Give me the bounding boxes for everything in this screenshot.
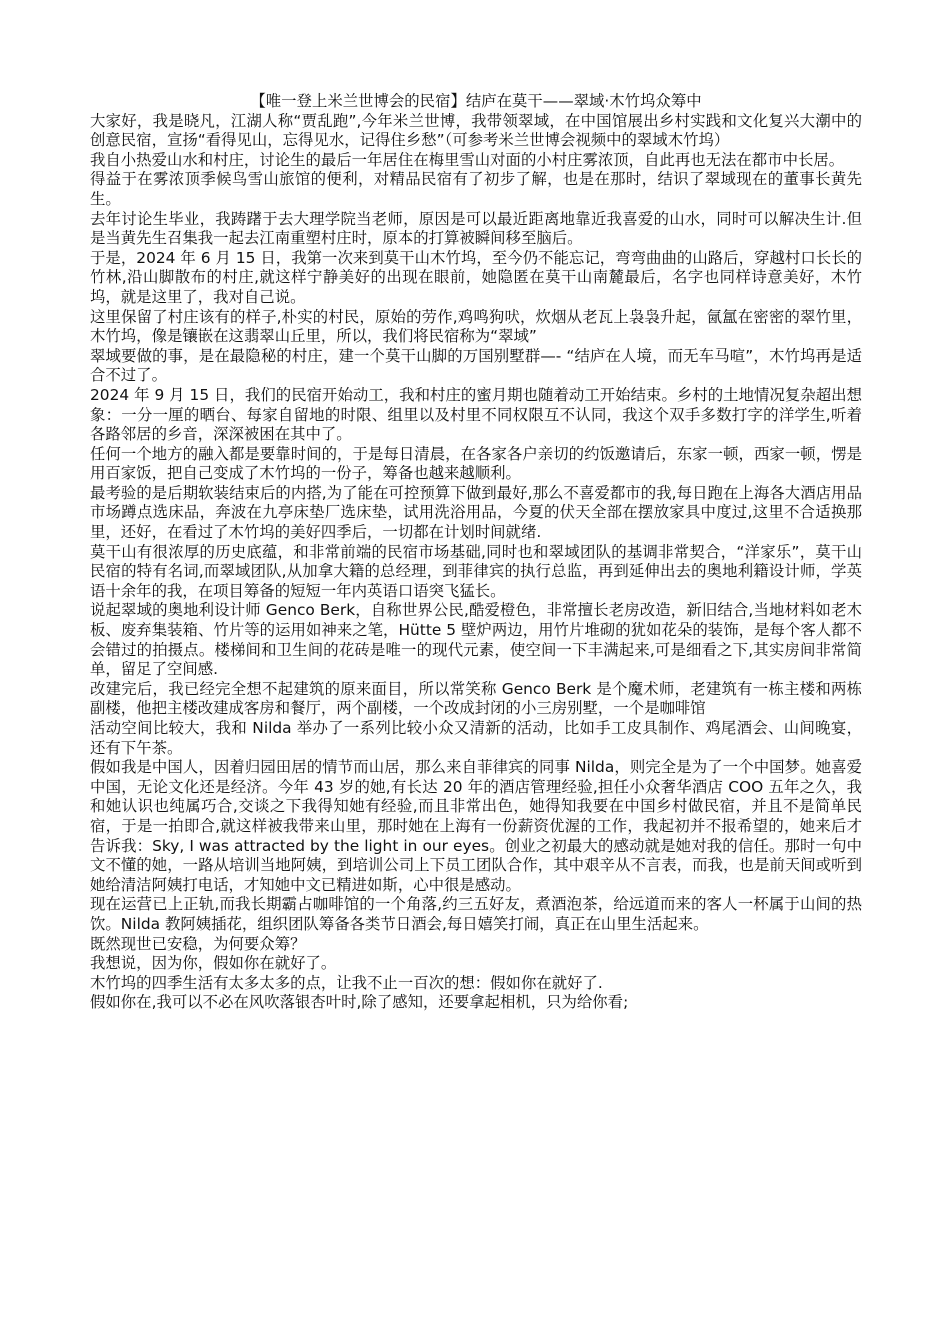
paragraph: 说起翠域的奥地利设计师 Genco Berk，自称世界公民,酷爱橙色，非常擅长老房改造，新旧结合,当地材料如老木板、废弃集装箱、竹片等的运用如神来之笔，Hütte 5 壁炉两边，用竹片堆砌的犹如花朵的装饰，是每个客人都不会错过的拍摄点。楼梯间和卫生间的花砖是唯一的现代元素，使空间一下丰满起来,可是细看之下,其实房间非常简单，留足了空间感. [90,601,862,679]
paragraph: 既然现世已安稳，为何要众筹？ [90,934,306,953]
paragraph: 任何一个地方的融入都是要靠时间的，于是每日清晨，在各家各户亲切的约饭邀请后，东家一顿，西家一顿，愣是用百家饭，把自己变成了木竹坞的一份子，筹备也越来越顺利。 [90,444,862,483]
paragraph: 假如你在,我可以不必在风吹落银杏叶时,除了感知，还要拿起相机，只为给你看; [90,993,629,1012]
paragraph: 我自小热爱山水和村庄，讨论生的最后一年居住在梅里雪山对面的小村庄雾浓顶，自此再也无法在都市中长居。 [90,150,845,169]
document-title: 【唯一登上米兰世博会的民宿】结庐在莫干——翠域·木竹坞众筹中 [250,92,702,110]
paragraph: 假如我是中国人，因着归园田居的情节而山居，那么来自菲律宾的同事 Nilda，则完全是为了一个中国梦。她喜爱中国，无论文化还是经济。今年 43 岁的她,有长达 20 年的酒店管理经验,担任小众奢华酒店 COO 五年之久，我和她认识也纯属巧合,交谈之下我得知她有经验,而且非常出色，她得知我要在中国乡村做民宿，并且不是简单民宿，于是一拍即合,就这样被我带来山里，那时她在上海有一份薪资优渥的工作，我起初并不报希望的，她来后才告诉我：Sky, I was attracted by the light in our eyes。创业之初最大的感动就是她对我的信任。那时一句中文不懂的她，一路从培训当地阿姨，到培训公司上下员工团队合作，其中艰辛从不言表，而我，也是前天间或听到她给清洁阿姨打电话，才知她中文已精进如斯，心中很是感动。 [90,758,862,894]
paragraph: 我想说，因为你，假如你在就好了。 [90,954,337,973]
paragraph: 莫干山有很浓厚的历史底蕴，和非常前端的民宿市场基础,同时也和翠域团队的基调非常契合，“洋家乐”，莫干山民宿的特有名词,而翠域团队,从加拿大籍的总经理，到菲律宾的执行总监，再到延伸出去的奥地利籍设计师，学英语十余年的我，在项目筹备的短短一年内英语口语突飞猛长。 [90,542,862,600]
paragraph: 活动空间比较大，我和 Nilda 举办了一系列比较小众又清新的活动，比如手工皮具制作、鸡尾酒会、山间晚宴，还有下午茶。 [90,719,862,757]
paragraph: 2024 年 9 月 15 日，我们的民宿开始动工，我和村庄的蜜月期也随着动工开始结束。乡村的土地情况复杂超出想象：一分一厘的晒台、每家自留地的时限、组里以及村里不同权限互不认同，我这个双手多数打字的洋学生,听着各路邻居的乡音，深深被困在其中了。 [90,385,862,444]
document-page [90,90,862,1013]
paragraph: 于是，2024 年 6 月 15 日，我第一次来到莫干山木竹坞，至今仍不能忘记，弯弯曲曲的山路后，穿越村口长长的竹林,沿山脚散布的村庄,就这样宁静美好的出现在眼前，她隐匿在莫干山南麓最后，名字也同样诗意美好，木竹坞，就是这里了，我对自己说。 [90,248,862,306]
paragraph: 这里保留了村庄该有的样子,朴实的村民，原始的劳作,鸡鸣狗吠，炊烟从老瓦上袅袅升起，氤氲在密密的翠竹里，木竹坞，像是镶嵌在这翡翠山丘里，所以，我们将民宿称为“翠域” [90,307,862,346]
paragraph-intro: 大家好，我是晓凡，江湖人称“贾乱跑”,今年米兰世博，我带领翠域，在中国馆展出乡村实践和文化复兴大潮中的创意民宿，宣扬“看得见山，忘得见水，记得住乡愁”（可参考米兰世博会视频中的翠域木竹坞） [90,111,862,150]
paragraph: 翠域要做的事，是在最隐秘的村庄，建一个莫干山脚的万国别墅群—- “结庐在人境，而无车马喧”，木竹坞再是适合不过了。 [90,346,862,385]
paragraph: 改建完后，我已经完全想不起建筑的原来面目，所以常笑称 Genco Berk 是个魔术师，老建筑有一栋主楼和两栋副楼，他把主楼改建成客房和餐厅，两个副楼，一个改成封闭的小三房别墅，一个是咖啡馆 [90,679,862,718]
paragraph: 得益于在雾浓顶季候鸟雪山旅馆的便利，对精品民宿有了初步了解，也是在那时，结识了翠域现在的董事长黄先生。 [90,170,862,208]
paragraph: 去年讨论生毕业，我踌躇于去大理学院当老师，原因是可以最近距离地靠近我喜爱的山水，同时可以解决生计.但是当黄先生召集我一起去江南重塑村庄时，原本的打算被瞬间移至脑后。 [90,209,862,248]
paragraph: 最考验的是后期软装结束后的内搭,为了能在可控预算下做到最好,那么不喜爱都市的我,每日跑在上海各大酒店用品市场蹲点选床品，奔波在九亭床垫厂选床垫，试用洗浴用品，今夏的伏天全部在摆放家具中度过,这里不合适换那里，还好，在看过了木竹坞的美好四季后，一切都在计划时间就绪. [90,483,862,542]
paragraph: 现在运营已上正轨,而我长期霸占咖啡馆的一个角落,约三五好友，煮酒泡茶，给远道而来的客人一杯属于山间的热饮。Nilda 教阿姨插花，组织团队筹备各类节日酒会,每日嬉笑打闹，真正在山里生活起来。 [90,895,862,933]
paragraph: 木竹坞的四季生活有太多太多的点，让我不止一百次的想：假如你在就好了. [90,973,603,992]
